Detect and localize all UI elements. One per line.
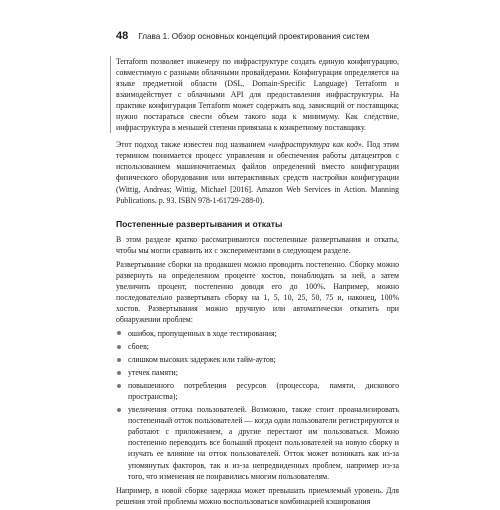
list-item-text: увеличения оттока пользователей. Возможно, также стоит проанализировать постепенный отток пользователей — когда одни пользователи регистрируются и работают с приложением, а другие перестают им пользоваться. Можно постепенно переводить все больший процент пользователей на новую сборку и изучать ее влияние на отток пользователей. Отток может возникать как из-за упомянутых факторов, так и из-за непредвиденных проблем, например из-за того, что изменения не понравились многим пользователям. (128, 405, 399, 481)
sidebar-note (110, 56, 399, 133)
footnote-emphasis: инфраструктура как код (271, 140, 358, 150)
list-item (116, 354, 399, 365)
list-item-text: утечек памяти; (128, 368, 178, 378)
list-item-text: сбоев; (128, 342, 149, 352)
bullet-icon (117, 371, 121, 375)
bullet-icon (117, 331, 121, 335)
list-item (116, 404, 399, 481)
section-paragraph-1: В этом разделе кратко рассматриваются постепенные развертывания и откаты, чтобы мы могли сравнить их с экспериментами в следующем разделе. (116, 234, 399, 255)
problem-list (116, 328, 399, 482)
list-item (116, 380, 399, 402)
list-item-text: ошибок, пропущенных в ходе тестирования; (128, 328, 277, 338)
footnote-text-end: ». Под этим термином понимается процесс управления и обеспечения работы датацентров с использованием машиночитаемых файлов определений вместо конфигурации физического оборудования или интерактивных средств настройки конфигурации (Wittig, Andreas; Wittig, Michael [2016]. Amazon Web Services in Action. Manning Publications. p. 93. ISBN 978-1-61729-288-0). (116, 140, 399, 205)
bullet-icon (117, 384, 121, 388)
bullet-icon (117, 358, 121, 362)
list-item-text: повышенного потребления ресурсов (процессора, памяти, дискового пространства); (128, 381, 399, 402)
footnote (116, 139, 399, 205)
bullet-icon (117, 408, 121, 412)
section-heading: Постепенные развертывания и откаты (116, 218, 283, 229)
bullet-icon (117, 345, 121, 349)
chapter-title: Глава 1. Обзор основных концепций проектирования систем (138, 32, 370, 41)
section-paragraph-2: Развертывание сборки на продакшен можно проводить постепенно. Сборку можно развернуть на определенном проценте хостов, понаблюдать за ней, а затем увеличить процент, постепенно доводя его до 100%. Например, можно последовательно развертывать сборку на 1, 5, 10, 25, 50, 75 и, наконец, 100% хостов. Развертывания можно вручную или автоматически откатить при обнаружении проблем: (116, 259, 399, 324)
list-item (116, 367, 399, 378)
page-number: 48 (116, 30, 129, 42)
list-item (116, 328, 399, 339)
note-paragraph: Terraform позволяет инженеру по инфраструктуре создать единую конфигурацию, совместимую с разными облачными провайдерами. Конфигурация определяется на языке предметной области (DSL, Domain-Specific Language) Terraform и взаимодействует с облачными API для предоставления инфраструктуры. На практике конфигурация Terraform может содержать код, зависящий от поставщика; нужно постараться свести объем такого кода к минимуму. Как следствие, инфраструктура в меньшей степени привязана к конкретному поставщику. (116, 57, 399, 133)
running-header (116, 30, 416, 46)
page-content (116, 56, 399, 510)
footnote-text-start: Этот подход также известен под названием « (116, 140, 272, 150)
section-paragraph-3: Например, в новой сборке задержка может превышать приемлемый уровень. Для решения этой проблемы можно воспользоваться комбинацией кэширования (116, 485, 399, 506)
list-item-text: слишком высоких задержек или тайм-аутов; (128, 355, 276, 365)
list-item (116, 341, 399, 352)
